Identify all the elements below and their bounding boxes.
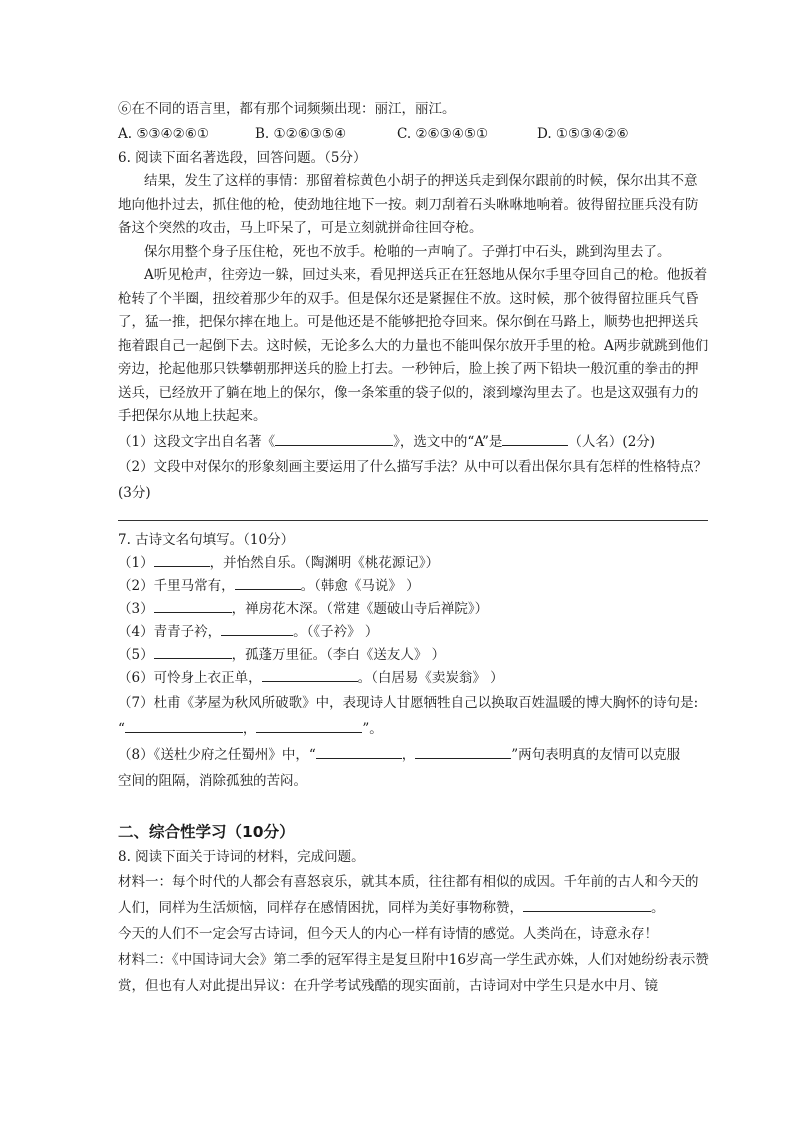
q7-title: 7. 古诗文名句填写。（10分） <box>118 531 295 548</box>
q7-line-1: （1） ，并怡然自乐。（陶渊明《桃花源记》） <box>118 552 710 575</box>
q7-line-7-blanks: “ ， ”。 <box>118 716 710 742</box>
blank-7b[interactable] <box>256 718 362 733</box>
person-name-blank[interactable] <box>502 431 568 446</box>
q5-item6: ⑥在不同的语言里，都有那个词频频出现：丽江，丽江。 <box>118 101 456 117</box>
option-d: D. ①⑤③④②⑥ <box>537 126 629 142</box>
blank-2[interactable] <box>235 575 301 590</box>
blank-1[interactable] <box>154 552 210 567</box>
q7-line-8: （8）《送杜少府之任蜀州》中，“ ， ”两句表明真的友情可以克服 <box>118 742 710 768</box>
section-heading: 二、综合性学习（10分） <box>118 822 295 841</box>
option-c: C. ②⑥③④⑤① <box>397 126 489 142</box>
q6-sub2: （2）文段中对保尔的形象刻画主要运用了什么描写手法？从中可以看出保尔具有怎样的性格特点？(3分) <box>118 458 708 501</box>
option-b: B. ①②⑥③⑤④ <box>255 126 347 142</box>
q7-line-4: （4）青青子衿， 。（《子衿》 ） <box>118 621 710 644</box>
q7-line-7: （7）杜甫《茅屋为秋风所破歌》中，表现诗人甘愿牺牲自己以换取百姓温暖的博大胸怀的诗句是: <box>118 694 699 711</box>
q7-line-3: （3） ，禅房花木深。（常建《题破山寺后禅院》） <box>118 598 710 621</box>
q7-line-2: （2）千里马常有， 。（韩愈《马说》 ） <box>118 575 710 598</box>
blank-4[interactable] <box>221 621 293 636</box>
q8-title: 8. 阅读下面关于诗词的材料，完成问题。 <box>118 848 365 865</box>
blank-6[interactable] <box>262 667 358 682</box>
q7-line-5: （5） ，孤蓬万里征。（李白《送友人》 ） <box>118 644 710 667</box>
blank-5[interactable] <box>154 644 232 659</box>
blank-3[interactable] <box>154 598 232 613</box>
blank-8a[interactable] <box>316 744 402 759</box>
book-title-blank[interactable] <box>275 431 393 446</box>
q7-line-8-cont: 空间的阻隔，消除孤独的苦闷。 <box>118 772 307 789</box>
blank-m1[interactable] <box>523 897 651 912</box>
q6-title: 6. 阅读下面名著选段，回答问题。（5分） <box>118 150 367 166</box>
blank-8b[interactable] <box>415 744 511 759</box>
material-2: 材料二：《中国诗词大会》第二季的冠军得主是复旦附中16岁高一学生武亦姝，人们对她纷纷表示赞赏，但也有人对此提出异议：在升学考试残酷的现实面前，古诗词对中学生只是水中月、镜 <box>118 951 709 994</box>
q6-paragraph-2: 保尔用整个身子压住枪，死也不放手。枪啪的一声响了。子弹打中石头，跳到沟里去了。 <box>144 243 671 260</box>
q6-paragraph-3: A听见枪声，往旁边一躲，回过头来，看见押送兵正在狂怒地从保尔手里夺回自己的枪。他扳着枪转了个半圈，扭绞着那少年的双手。但是保尔还是紧握住不放。这时候，那个彼得留拉匪兵气昏了，猛一推，把保尔摔在地上。可是他还是不能够把抢夺回来。保尔倒在马路上，顺势也把押送兵拖着跟自己一起倒下去。这时候，无论多么大的力量也不能叫保尔放开手里的枪。A两步就跳到他们旁边，抡起他那只铁攀朝那押送兵的脸上打去。一秒钟后，脸上挨了两下铅块一般沉重的拳击的押送兵，已经放开了躺在地上的保尔，像一条笨重的袋子似的，滚到壕沟里去了。也是这双强有力的手把保尔从地上扶起来。 <box>118 267 709 424</box>
material-1-cont: 今天的人们不一定会写古诗词，但今天人的内心一样有诗情的感觉。人类尚在，诗意永存！ <box>118 925 658 942</box>
blank-7a[interactable] <box>125 718 243 733</box>
q5-options <box>118 121 710 147</box>
q6-paragraph-1: 结果，发生了这样的事情：那留着棕黄色小胡子的押送兵走到保尔跟前的时候，保尔出其不意地向他扑过去，抓住他的枪，使劲地往地下一按。刺刀刮着石头咻咻地响着。彼得留拉匪兵没有防备这个突然的攻击，马上吓呆了，可是立刻就拼命往回夺枪。 <box>118 173 699 236</box>
q6-sub1: （1）这段文字出自名著《 》，选文中的“A”是 （人名）(2分) <box>118 431 710 454</box>
exam-page <box>118 98 710 999</box>
answer-line[interactable] <box>118 520 708 521</box>
q7-line-6: （6）可怜身上衣正单， 。（白居易《卖炭翁》 ） <box>118 667 710 690</box>
material-1: 材料一：每个时代的人都会有喜怒哀乐，就其本质，往往都有相似的成因。千年前的古人和今天的人们，同样为生活烦恼，同样存在感情困扰，同样为美好事物称赞， 。 <box>118 873 699 916</box>
option-a: A. ⑤③④②⑥① <box>118 126 209 142</box>
